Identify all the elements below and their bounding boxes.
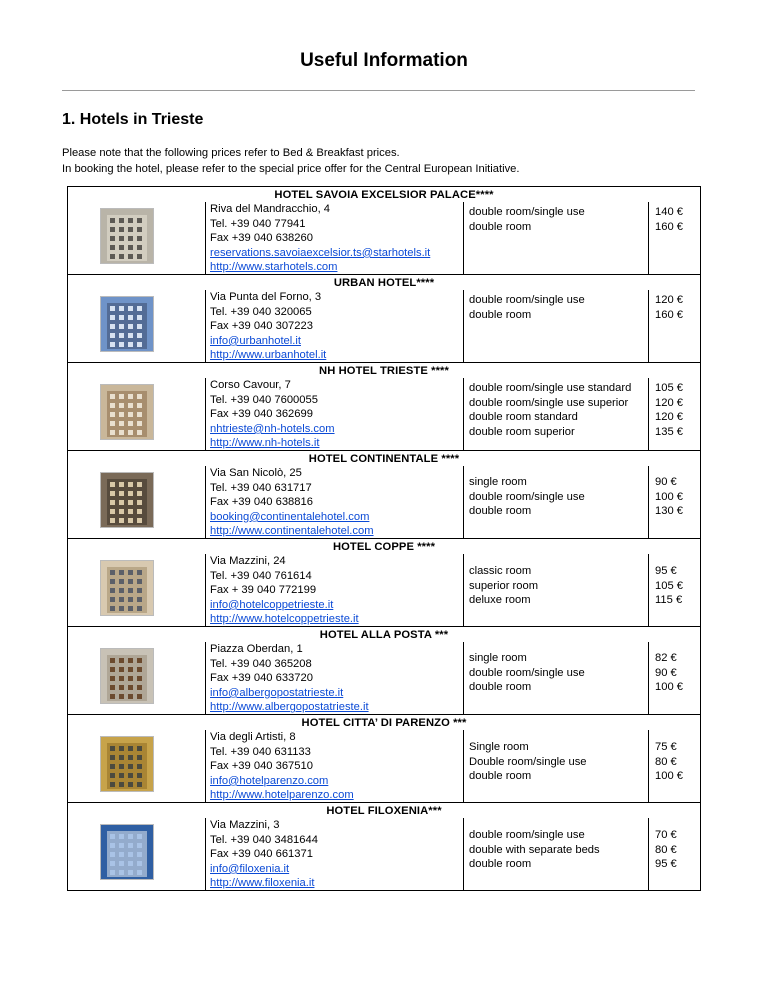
hotel-email-link[interactable]: reservations.savoiaexcelsior.ts@starhotels.it: [210, 246, 431, 259]
room-type: deluxe room: [469, 594, 531, 607]
room-type: double room standard: [469, 411, 578, 424]
column-divider: [648, 730, 649, 802]
room-type: single room: [469, 476, 527, 488]
hotel-website-link[interactable]: http://www.continentalehotel.com: [210, 525, 374, 538]
hotel-name: HOTEL SAVOIA EXCELSIOR PALACE****: [68, 186, 700, 202]
room-type: double room: [469, 220, 532, 233]
hotel-phone: Tel. +39 040 77941: [210, 217, 306, 230]
hotel-fax: Fax +39 040 638816: [210, 496, 313, 509]
room-types: [469, 828, 647, 872]
room-price: 100 €: [655, 681, 683, 694]
room-type: classic room: [469, 565, 532, 577]
column-divider: [463, 290, 464, 362]
hotel-email-link[interactable]: nhtrieste@nh-hotels.com: [210, 422, 335, 435]
hotel-details: [68, 378, 700, 450]
hotel-details: [68, 290, 700, 362]
hotel-name: HOTEL CONTINENTALE ****: [68, 450, 700, 466]
room-type: double room/single use superior: [469, 396, 629, 409]
hotel-contact: [210, 202, 460, 275]
room-price: 80 €: [655, 843, 677, 856]
hotel-details: [68, 554, 700, 626]
room-types: [469, 205, 647, 234]
room-price: 160 €: [655, 308, 683, 321]
hotel-photo: [100, 824, 154, 880]
hotel-photo: [100, 648, 154, 704]
room-type: superior room: [469, 579, 539, 592]
hotel-contact: [210, 378, 460, 451]
room-types: [469, 293, 647, 322]
room-prices: [655, 293, 695, 322]
hotel-website-link[interactable]: http://www.albergopostatrieste.it: [210, 701, 369, 714]
hotel-phone: Tel. +39 040 3481644: [210, 833, 318, 846]
column-divider: [205, 290, 206, 362]
column-divider: [648, 818, 649, 890]
hotel-name: HOTEL ALLA POSTA ***: [68, 626, 700, 642]
hotel-address: Riva del Mandracchio, 4: [210, 203, 331, 215]
room-price: 105 €: [655, 579, 683, 592]
room-type: double room/single use: [469, 490, 585, 503]
room-price: 120 €: [655, 294, 683, 306]
room-types: [469, 740, 647, 784]
column-divider: [205, 642, 206, 714]
column-divider: [205, 202, 206, 274]
hotel-name: HOTEL COPPE ****: [68, 538, 700, 554]
hotel-entry: [68, 714, 700, 802]
intro-text: [62, 145, 520, 177]
hotel-website-link[interactable]: http://www.hotelparenzo.com: [210, 789, 354, 802]
hotel-contact: [210, 290, 460, 363]
column-divider: [463, 466, 464, 538]
room-price: 95 €: [655, 565, 677, 577]
column-divider: [648, 378, 649, 450]
hotel-name: HOTEL CITTA’ DI PARENZO ***: [68, 714, 700, 730]
room-type: Double room/single use: [469, 755, 587, 768]
hotel-address: Via degli Artisti, 8: [210, 731, 296, 743]
column-divider: [205, 730, 206, 802]
hotel-phone: Tel. +39 040 631133: [210, 745, 311, 758]
room-prices: [655, 475, 695, 519]
intro-line: Please note that the following prices refer to Bed & Breakfast prices.: [62, 147, 400, 159]
room-type: double room/single use: [469, 206, 585, 218]
room-type: double room/single use: [469, 829, 585, 841]
hotel-email-link[interactable]: info@hotelcoppetrieste.it: [210, 598, 334, 611]
room-type: double room/single use: [469, 294, 585, 306]
room-price: 75 €: [655, 741, 677, 753]
column-divider: [205, 818, 206, 890]
hotel-address: Corso Cavour, 7: [210, 379, 291, 391]
room-price: 130 €: [655, 505, 683, 518]
room-types: [469, 475, 647, 519]
room-price: 82 €: [655, 652, 677, 664]
hotel-email-link[interactable]: booking@continentalehotel.com: [210, 510, 370, 523]
hotel-contact: [210, 642, 460, 715]
hotel-details: [68, 818, 700, 890]
section-heading: 1. Hotels in Trieste: [62, 111, 204, 128]
room-type: single room: [469, 652, 527, 664]
column-divider: [648, 554, 649, 626]
hotel-name: URBAN HOTEL****: [68, 274, 700, 290]
hotel-entry: [68, 274, 700, 362]
hotel-contact: [210, 730, 460, 803]
room-price: 135 €: [655, 425, 683, 438]
room-price: 140 €: [655, 206, 683, 218]
hotel-website-link[interactable]: http://www.starhotels.com: [210, 261, 338, 274]
hotel-fax: Fax +39 040 307223: [210, 320, 313, 333]
hotel-email-link[interactable]: info@filoxenia.it: [210, 862, 290, 875]
intro-line: In booking the hotel, please refer to the special price offer for the Central European Initiative.: [62, 163, 520, 175]
hotel-fax: Fax +39 040 633720: [210, 672, 313, 685]
hotel-contact: [210, 466, 460, 539]
hotel-address: Via Mazzini, 24: [210, 555, 286, 567]
hotel-website-link[interactable]: http://www.nh-hotels.it: [210, 437, 320, 450]
hotel-contact: [210, 554, 460, 627]
hotel-name: HOTEL FILOXENIA***: [68, 802, 700, 818]
column-divider: [463, 554, 464, 626]
room-price: 95 €: [655, 858, 677, 871]
room-price: 105 €: [655, 382, 683, 394]
column-divider: [648, 642, 649, 714]
room-price: 120 €: [655, 396, 683, 409]
room-prices: [655, 651, 695, 695]
room-price: 70 €: [655, 829, 677, 841]
room-type: double room: [469, 770, 532, 783]
hotel-address: Via Mazzini, 3: [210, 819, 280, 831]
room-price: 100 €: [655, 770, 683, 783]
room-price: 80 €: [655, 755, 677, 768]
hotel-entry: [68, 626, 700, 714]
hotel-photo: [100, 208, 154, 264]
room-price: 90 €: [655, 666, 677, 679]
column-divider: [463, 730, 464, 802]
hotel-website-link[interactable]: http://www.urbanhotel.it: [210, 349, 327, 362]
hotel-email-link[interactable]: info@albergopostatrieste.it: [210, 686, 344, 699]
hotel-address: Via San Nicolò, 25: [210, 467, 302, 479]
hotel-website-link[interactable]: http://www.filoxenia.it: [210, 877, 315, 890]
room-price: 90 €: [655, 476, 677, 488]
hotel-email-link[interactable]: info@urbanhotel.it: [210, 334, 301, 347]
hotel-phone: Tel. +39 040 761614: [210, 569, 312, 582]
hotel-phone: Tel. +39 040 365208: [210, 657, 312, 670]
column-divider: [463, 818, 464, 890]
room-prices: [655, 740, 695, 784]
room-price: 100 €: [655, 490, 683, 503]
column-divider: [205, 378, 206, 450]
column-divider: [205, 554, 206, 626]
hotel-phone: Tel. +39 040 7600055: [210, 393, 318, 406]
hotel-entry: [68, 538, 700, 626]
hotel-phone: Tel. +39 040 631717: [210, 481, 312, 494]
room-price: 115 €: [655, 594, 683, 607]
hotel-contact: [210, 818, 460, 891]
room-types: [469, 564, 647, 608]
hotel-details: [68, 202, 700, 274]
room-prices: [655, 381, 695, 439]
hotel-photo: [100, 384, 154, 440]
hotel-entry: [68, 802, 700, 890]
room-type: double room: [469, 858, 532, 871]
hotel-fax: Fax + 39 040 772199: [210, 584, 317, 597]
hotel-photo: [100, 296, 154, 352]
room-prices: [655, 205, 695, 234]
hotel-fax: Fax +39 040 661371: [210, 848, 313, 861]
hotel-details: [68, 642, 700, 714]
room-type: double room/single use standard: [469, 382, 632, 394]
room-type: double with separate beds: [469, 843, 600, 856]
room-price: 160 €: [655, 220, 683, 233]
room-type: double room: [469, 308, 532, 321]
hotel-entry: [68, 186, 700, 274]
room-type: double room: [469, 505, 532, 518]
hotel-fax: Fax +39 040 367510: [210, 760, 313, 773]
column-divider: [648, 466, 649, 538]
column-divider: [648, 202, 649, 274]
column-divider: [205, 466, 206, 538]
hotel-details: [68, 466, 700, 538]
hotel-photo: [100, 736, 154, 792]
room-type: Single room: [469, 741, 529, 753]
hotel-address: Via Punta del Forno, 3: [210, 291, 322, 303]
room-types: [469, 381, 647, 439]
column-divider: [463, 378, 464, 450]
title-divider: [62, 90, 695, 91]
hotel-photo: [100, 472, 154, 528]
column-divider: [648, 290, 649, 362]
column-divider: [463, 642, 464, 714]
room-type: double room: [469, 681, 532, 694]
hotel-name: NH HOTEL TRIESTE ****: [68, 362, 700, 378]
column-divider: [463, 202, 464, 274]
hotel-email-link[interactable]: info@hotelparenzo.com: [210, 774, 329, 787]
hotel-phone: Tel. +39 040 320065: [210, 305, 312, 318]
hotel-fax: Fax +39 040 638260: [210, 232, 313, 245]
room-type: double room superior: [469, 425, 575, 438]
hotel-photo: [100, 560, 154, 616]
hotel-entry: [68, 362, 700, 450]
room-prices: [655, 828, 695, 872]
room-type: double room/single use: [469, 666, 585, 679]
hotel-fax: Fax +39 040 362699: [210, 408, 313, 421]
room-prices: [655, 564, 695, 608]
room-types: [469, 651, 647, 695]
hotel-details: [68, 730, 700, 802]
room-price: 120 €: [655, 411, 683, 424]
hotels-table: [67, 186, 701, 891]
hotel-website-link[interactable]: http://www.hotelcoppetrieste.it: [210, 613, 359, 626]
hotel-address: Piazza Oberdan, 1: [210, 643, 303, 655]
hotel-entry: [68, 450, 700, 538]
page-title: Useful Information: [300, 50, 468, 71]
